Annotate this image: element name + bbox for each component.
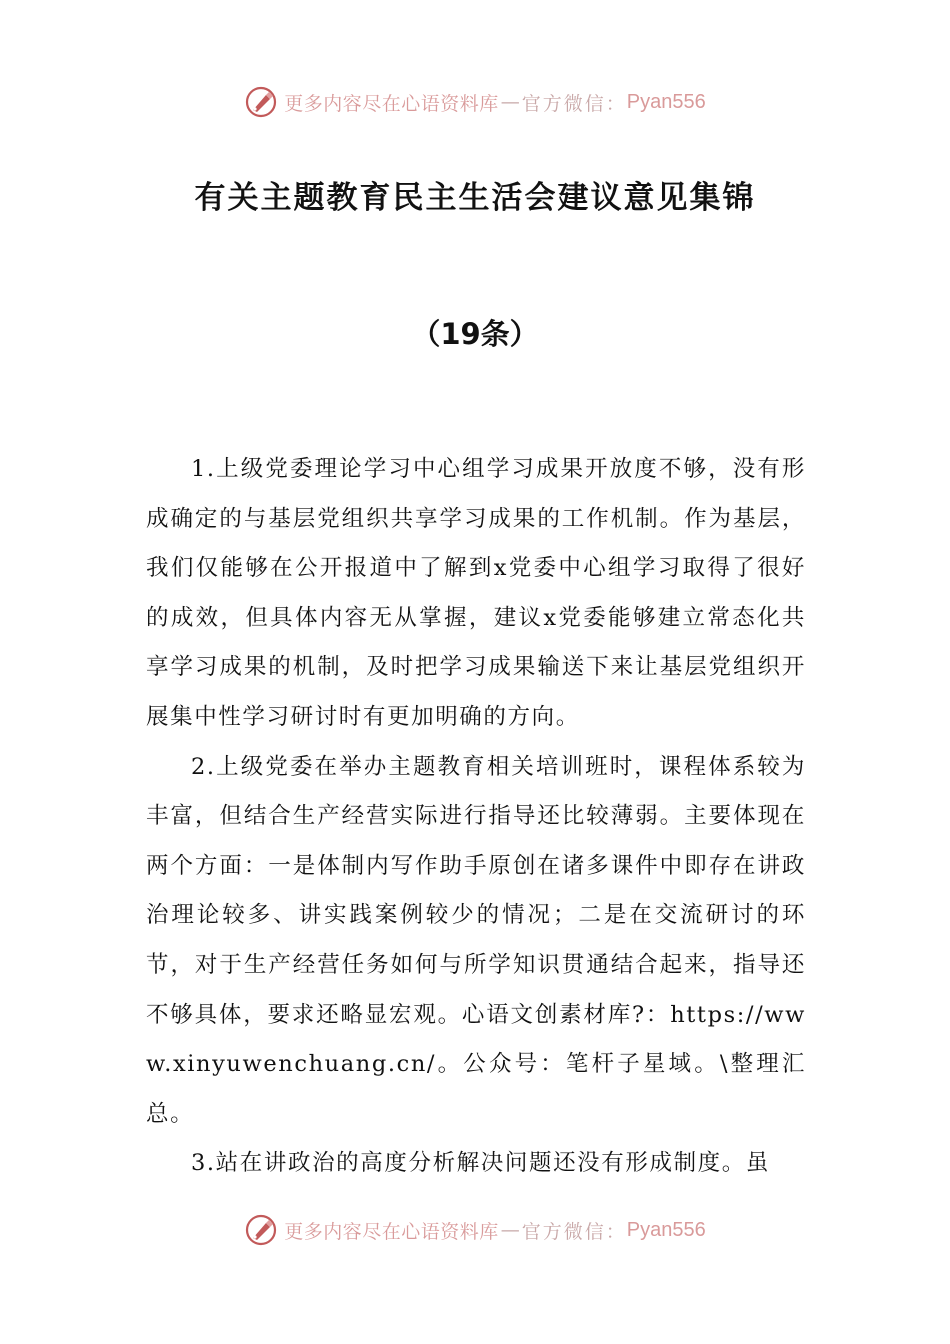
watermark-footer [0,1210,950,1250]
document-body [146,445,806,1189]
pen-nib-logo-icon [244,85,278,119]
watermark-header [0,82,950,122]
paragraph-3: 3.站在讲政治的高度分析解决问题还没有形成制度。虽 [191,1150,770,1177]
paragraph-1: 1.上级党委理论学习中心组学习成果开放度不够，没有形成确定的与基层党组织共享学习成果的工作机制。作为基层，我们仅能够在公开报道中了解到x党委中心组学习取得了很好的成效，但具体内容无从掌握，建议x党委能够建立常态化共享学习成果的机制，及时把学习成果输送下来让基层党组织开展集中性学习研讨时有更加明确的方向。 [146,456,806,730]
watermark-text: 更多内容尽在心语资料库 [284,1220,499,1243]
document-title: 有关主题教育民主生活会建议意见集锦 [194,180,756,216]
watermark-text: 更多内容尽在心语资料库 [284,92,499,115]
watermark-wechat-label: 官方微信： [521,92,627,115]
document-subtitle: （19条） [411,317,539,351]
watermark-separator: — [500,91,520,113]
watermark-wechat-label: 官方微信： [521,1220,627,1243]
paragraph-2: 2.上级党委在举办主题教育相关培训班时，课程体系较为丰富，但结合生产经营实际进行指导还比较薄弱。主要体现在两个方面：一是体制内写作助手原创在诸多课件中即存在讲政治理论较多、讲实践案例较少的情况；二是在交流研讨的环节，对于生产经营任务如何与所学知识贯通结合起来，指导还不够具体，要求还略显宏观。心语文创素材库?：https://www.xinyuwenchuang.cn/。公众号：笔杆子星域。\整理汇总。 [146,753,806,1127]
watermark-separator: — [500,1219,520,1241]
watermark-wechat-id: Pyan556 [626,90,706,113]
pen-nib-logo-icon [244,1213,278,1247]
watermark-wechat-id: Pyan556 [626,1218,706,1241]
